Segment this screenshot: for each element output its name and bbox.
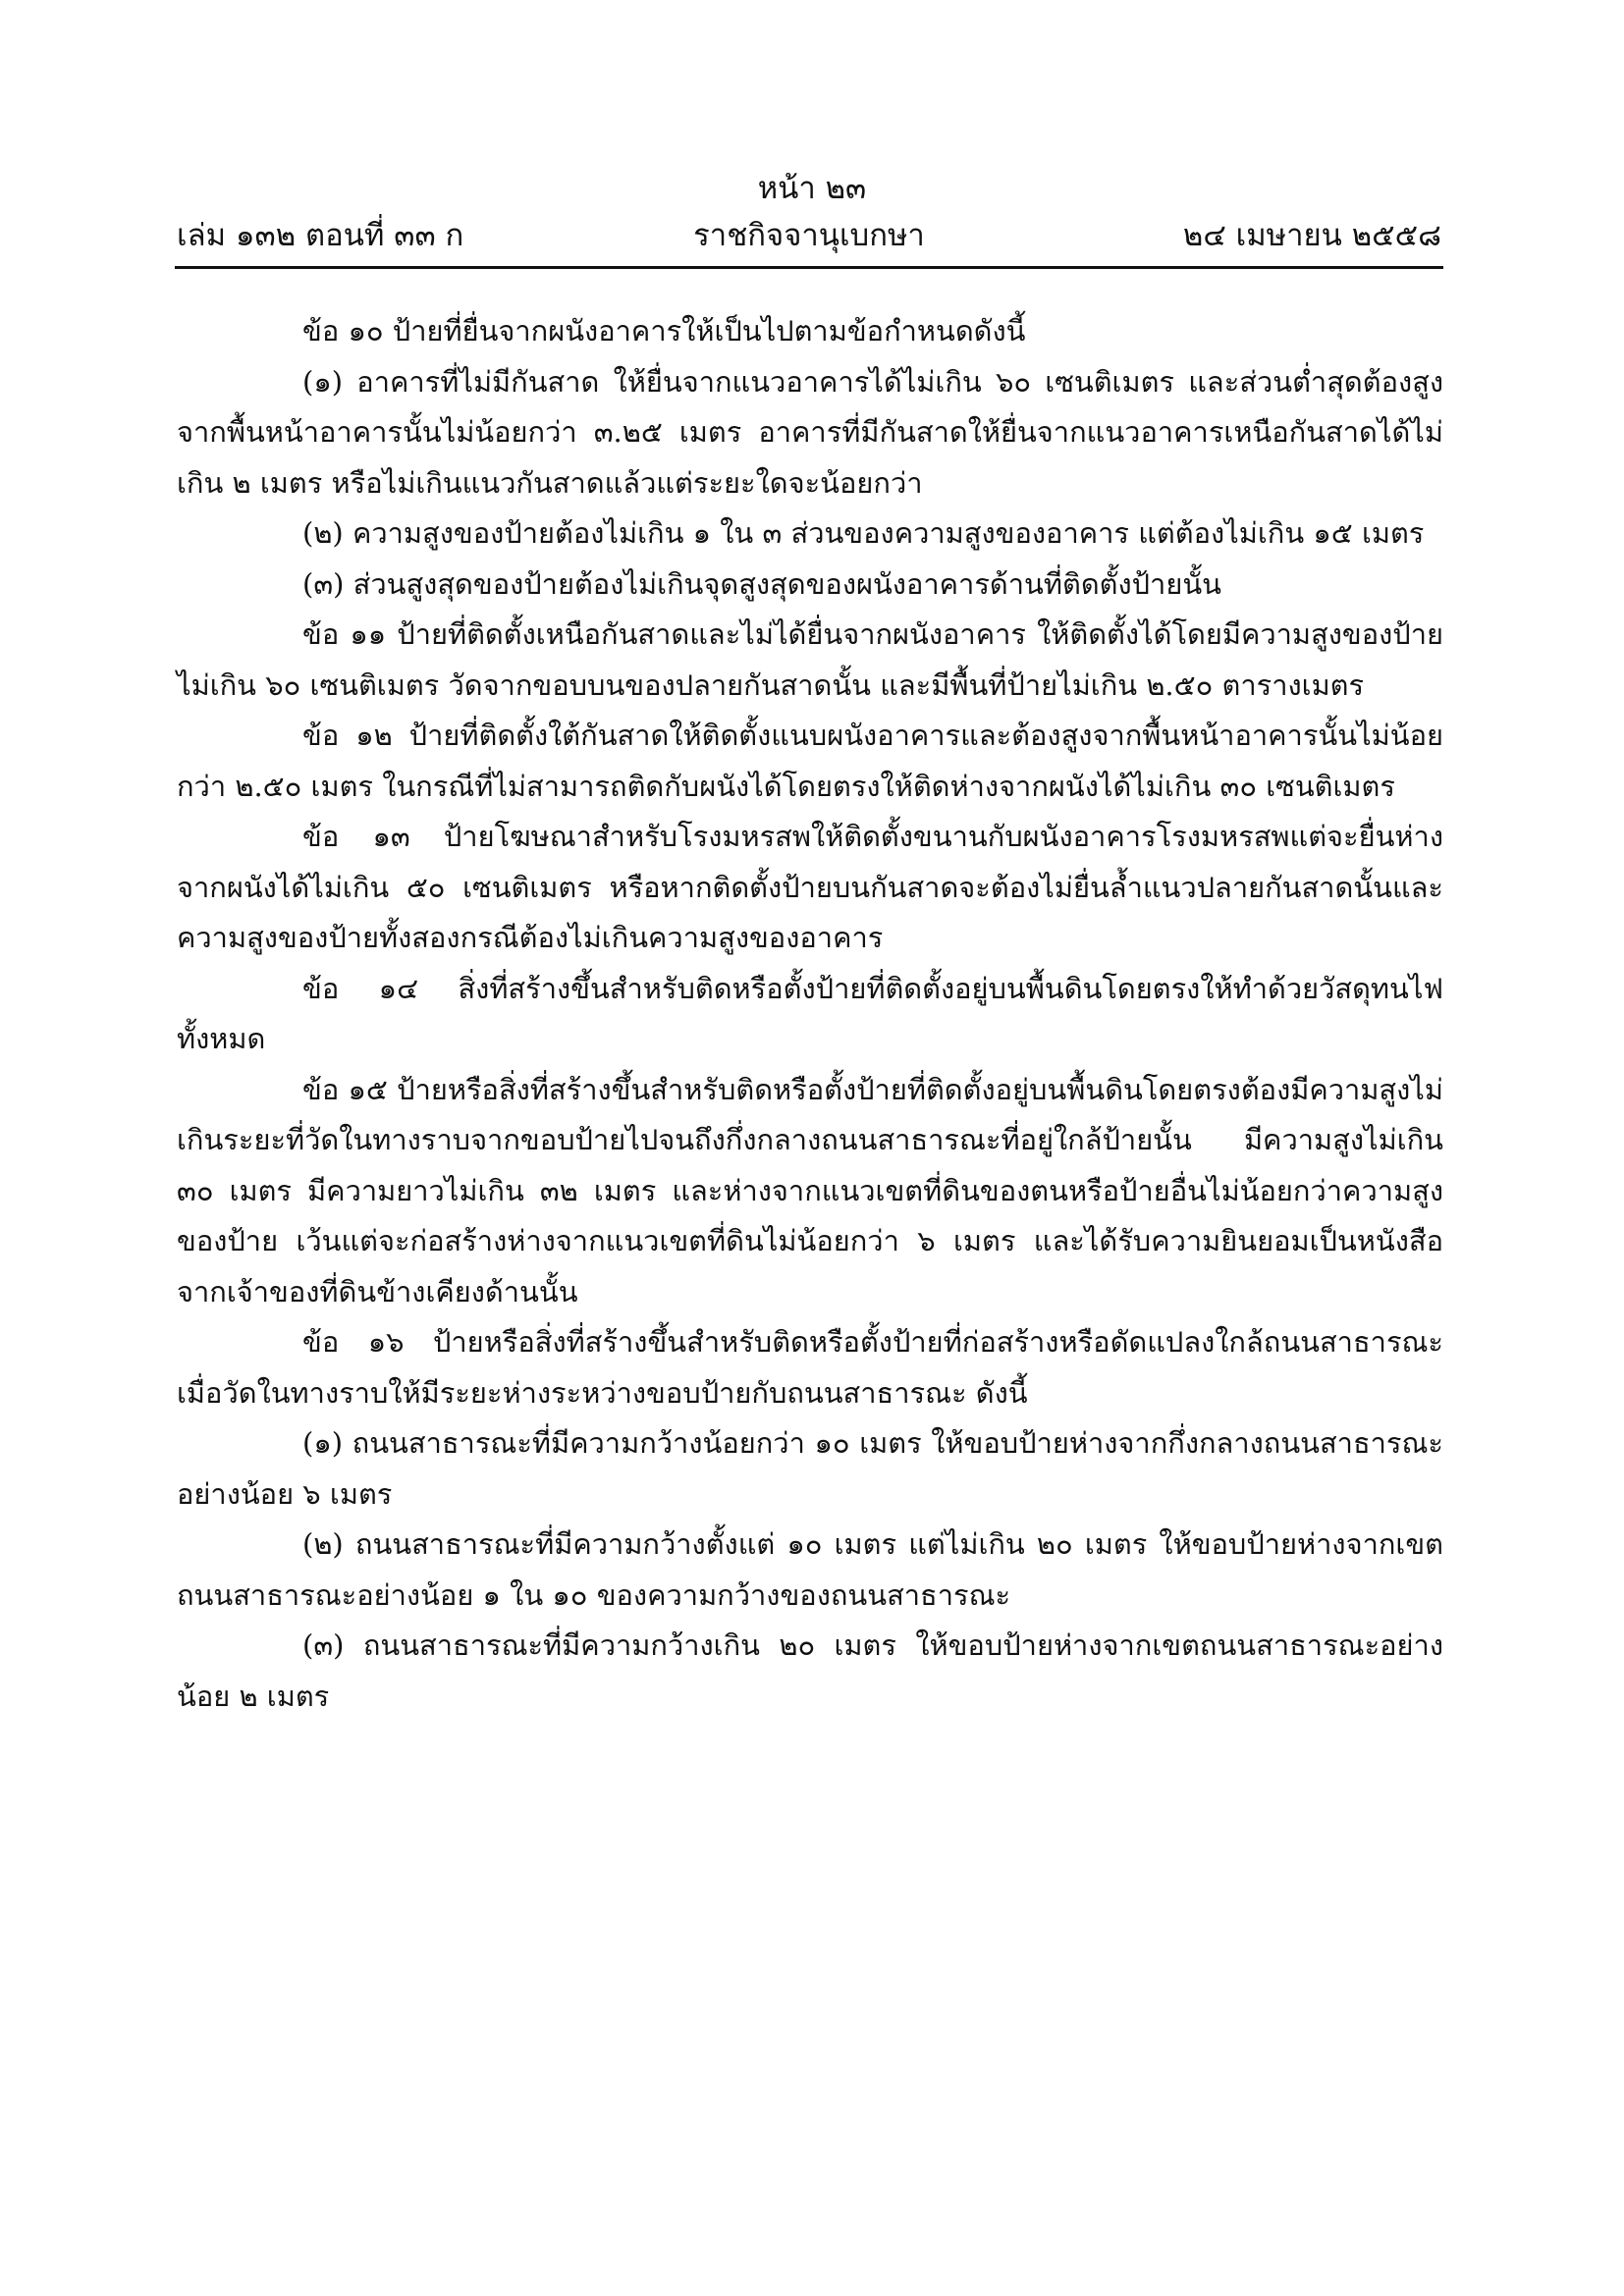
paragraph-clause-11: ข้อ ๑๑ ป้ายที่ติดตั้งเหนือกันสาดและไม่ได้ยื่นจากผนังอาคาร ให้ติดตั้งได้โดยมีความสูงของป้ายไม่เกิน ๖๐ เซนติเมตร วัดจากขอบบนของปลายกันสาดนั้น และมีพื้นที่ป้ายไม่เกิน ๒.๕๐ ตารางเมตร — [177, 617, 1443, 702]
paragraph-clause-10-item-3: (๓) ส่วนสูงสุดของป้ายต้องไม่เกินจุดสูงสุดของผนังอาคารด้านที่ติดตั้งป้ายนั้น — [302, 566, 1221, 601]
paragraph-clause-13: ข้อ ๑๓ ป้ายโฆษณาสำหรับโรงมหรสพให้ติดตั้งขนานกับผนังอาคารโรงมหรสพแต่จะยื่นห่างจากผนังได้ไม่เกิน ๕๐ เซนติเมตร หรือหากติดตั้งป้ายบนกันสาดจะต้องไม่ยื่นล้ำแนวปลายกันสาดนั้นและความสูงของป้ายทั้งสองกรณีต้องไม่เกินความสูงของอาคาร — [177, 820, 1443, 954]
document-body — [177, 306, 1443, 1722]
paragraph-clause-16: ข้อ ๑๖ ป้ายหรือสิ่งที่สร้างขึ้นสำหรับติดหรือตั้งป้ายที่ก่อสร้างหรือดัดแปลงใกล้ถนนสาธารณะเมื่อวัดในทางราบให้มีระยะห่างระหว่างขอบป้ายกับถนนสาธารณะ ดังนี้ — [177, 1325, 1443, 1410]
paragraph-clause-16-item-3: (๓) ถนนสาธารณะที่มีความกว้างเกิน ๒๐ เมตร ให้ขอบป้ายห่างจากเขตถนนสาธารณะอย่างน้อย ๒ เมตร — [177, 1629, 1443, 1713]
header-row — [177, 214, 1441, 257]
publication-date: ๒๔ เมษายน ๒๕๕๘ — [1182, 218, 1441, 253]
page-number: หน้า ๒๓ — [757, 171, 867, 206]
paragraph-clause-10-item-2: (๒) ความสูงของป้ายต้องไม่เกิน ๑ ใน ๓ ส่วนของความสูงของอาคาร แต่ต้องไม่เกิน ๑๕ เมตร — [302, 516, 1425, 550]
paragraph-clause-14: ข้อ ๑๔ สิ่งที่สร้างขึ้นสำหรับติดหรือตั้งป้ายที่ติดตั้งอยู่บนพื้นดินโดยตรงให้ทำด้วยวัสดุทนไฟทั้งหมด — [177, 971, 1443, 1055]
paragraph-clause-16-item-1: (๑) ถนนสาธารณะที่มีความกว้างน้อยกว่า ๑๐ เมตร ให้ขอบป้ายห่างจากกึ่งกลางถนนสาธารณะอย่างน้อย ๖ เมตร — [177, 1426, 1443, 1511]
paragraph-clause-16-item-2: (๒) ถนนสาธารณะที่มีความกว้างตั้งแต่ ๑๐ เมตร แต่ไม่เกิน ๒๐ เมตร ให้ขอบป้ายห่างจากเขตถนนสาธารณะอย่างน้อย ๑ ใน ๑๐ ของความกว้างของถนนสาธารณะ — [177, 1527, 1443, 1612]
paragraph-clause-15: ข้อ ๑๕ ป้ายหรือสิ่งที่สร้างขึ้นสำหรับติดหรือตั้งป้ายที่ติดตั้งอยู่บนพื้นดินโดยตรงต้องมีความสูงไม่เกินระยะที่วัดในทางราบจากขอบป้ายไปจนถึงกึ่งกลางถนนสาธารณะที่อยู่ใกล้ป้ายนั้น มีความสูงไม่เกิน ๓๐ เมตร มีความยาวไม่เกิน ๓๒ เมตร และห่างจากแนวเขตที่ดินของตนหรือป้ายอื่นไม่น้อยกว่าความสูงของป้าย เว้นแต่จะก่อสร้างห่างจากแนวเขตที่ดินไม่น้อยกว่า ๖ เมตร และได้รับความยินยอมเป็นหนังสือจากเจ้าของที่ดินข้างเคียงด้านนั้น — [177, 1072, 1443, 1308]
paragraph-clause-10-item-1: (๑) อาคารที่ไม่มีกันสาด ให้ยื่นจากแนวอาคารได้ไม่เกิน ๖๐ เซนติเมตร และส่วนต่ำสุดต้องสูงจากพื้นหน้าอาคารนั้นไม่น้อยกว่า ๓.๒๕ เมตร อาคารที่มีกันสาดให้ยื่นจากแนวอาคารเหนือกันสาดได้ไม่เกิน ๒ เมตร หรือไม่เกินแนวกันสาดแล้วแต่ระยะใดจะน้อยกว่า — [177, 364, 1443, 500]
paragraph-clause-12: ข้อ ๑๒ ป้ายที่ติดตั้งใต้กันสาดให้ติดตั้งแนบผนังอาคารและต้องสูงจากพื้นหน้าอาคารนั้นไม่น้อยกว่า ๒.๕๐ เมตร ในกรณีที่ไม่สามารถติดกับผนังได้โดยตรงให้ติดห่างจากผนังได้ไม่เกิน ๓๐ เซนติเมตร — [177, 719, 1443, 803]
header-divider — [175, 266, 1443, 269]
publication-name: ราชกิจจานุเบกษา — [693, 218, 925, 253]
volume-issue: เล่ม ๑๓๒ ตอนที่ ๓๓ ก — [177, 218, 464, 253]
paragraph-clause-10: ข้อ ๑๐ ป้ายที่ยื่นจากผนังอาคารให้เป็นไปตามข้อกำหนดดังนี้ — [302, 314, 1026, 347]
